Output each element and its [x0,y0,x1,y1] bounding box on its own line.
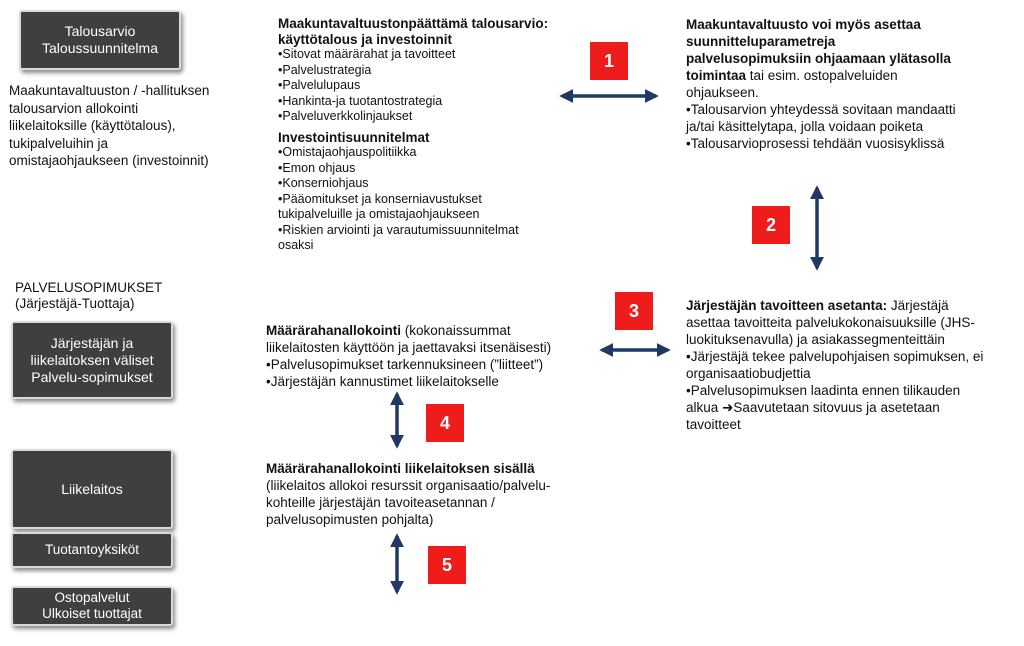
allocation-internal-line: kohteille järjestäjän tavoiteasetannan / [266,495,495,510]
council-params-bullet: • Talousarvion yhteydessä sovitaan mandaatti [686,101,1006,118]
investment-heading: Investointisuunnitelmat [278,129,430,145]
allocation-internal-heading: Määrärahanallokointi liikelaitoksen sisällä [266,461,535,476]
right-arrow-icon: ➜ [722,400,734,415]
target-setting-line: luokituksenavulla) ja asiakassegmenteittäin [686,332,945,347]
agreements-box-line3: Palvelu-sopimukset [31,368,153,385]
outsourced-box-line1: Ostopalvelut [54,590,130,605]
investment-item: • Riskien arviointi ja varautumissuunnitelmat [278,223,568,239]
council-params-heading-tail: tai esim. ostopalveluiden [746,68,898,83]
council-params-heading: toimintaa [686,68,747,83]
target-setting-bullet-cont: alkua [686,400,723,415]
target-setting-bullet: • Palvelusopimuksen laadinta ennen tilikauden [686,382,1011,399]
allocation-line: liikelaitoksille (käyttötalous), [9,118,176,133]
target-setting-bullet-cont: tavoitteet [686,417,741,432]
allocation-mid-line: liikelaitosten käyttöön ja jaettavaksi itsenäisesti) [266,340,552,355]
allocation-internal-line: (liikelaitos allokoi resurssit organisaatio/palvelu- [266,478,551,493]
investment-item: • Omistajaohjauspolitiikka [278,145,568,161]
agreements-box-line2: liikelaitoksen väliset [30,351,154,368]
council-params-heading: suunnitteluparametreja [686,34,836,49]
budget-decision-heading: käyttötalous ja investoinnit [278,31,453,47]
target-setting-heading: Järjestäjän tavoitteen asetanta: [686,298,888,313]
target-setting-bullet: • Järjestäjä tekee palvelupohjaisen sopimuksen, ei [686,348,1011,365]
budget-decision-heading: Maakuntavaltuustonpäättämä talousarvio: [278,16,549,31]
council-params-bullet: • Talousarvioprosessi tehdään vuosisyklissä [686,135,1006,152]
units-box-label: Tuotantoyksiköt [44,542,140,557]
allocation-line: omistajaohjaukseen (investoinnit) [9,153,209,168]
enterprise-box-label: Liikelaitos [61,480,123,497]
council-params-heading: Maakuntavaltuusto voi myös asettaa [686,17,921,32]
budget-item: • Hankinta-ja tuotantostrategia [278,94,568,110]
step-badge-4: 4 [426,404,464,442]
budget-box-line2: Taloussuunnitelma [42,40,158,56]
step-badge-5: 5 [428,546,466,584]
budget-item: • Palvelustrategia [278,63,568,79]
investment-item-cont: tukipalveluille ja omistajaohjaukseen [278,207,480,221]
budget-item: • Sitovat määrärahat ja tavoitteet [278,47,568,63]
target-setting-line: asettaa tavoitteita palvelukokonaisuuksille (JHS- [686,315,975,330]
agreements-box-line1: Järjestäjän ja [50,334,134,351]
investment-item: • Konserniohjaus [278,176,568,192]
allocation-mid-bullet: • Järjestäjän kannustimet liikelaitokselle [266,373,586,390]
allocation-line: talousarvion allokointi [9,100,139,116]
agreements-title: PALVELUSOPIMUKSET [15,280,163,295]
investment-item: • Emon ohjaus [278,161,568,177]
target-setting-bullet-cont: organisaatiobudjettia [686,366,811,381]
agreements-subtitle: (Järjestäjä-Tuottaja) [15,296,135,311]
allocation-line: Maakuntavaltuuston / -hallituksen [9,83,210,98]
council-params-line: ohjaukseen. [686,85,759,100]
outsourced-box-line2: Ulkoiset tuottajat [42,606,142,621]
budget-item: • Palvelulupaus [278,78,568,94]
allocation-mid-bullet: • Palvelusopimukset tarkennuksineen (”liitteet”) [266,356,586,373]
step-badge-2: 2 [752,206,790,244]
budget-box-line1: Talousarvio [64,23,136,39]
target-setting-line: Järjestäjä [887,298,949,313]
step-badge-3: 3 [615,292,653,330]
allocation-line: tukipalveluihin ja [9,135,109,151]
allocation-mid-heading: Määrärahanallokointi [266,323,402,338]
allocation-internal-line: palvelusopimusten pohjalta) [266,512,434,527]
budget-item: • Palveluverkkolinjaukset [278,109,568,125]
investment-item-cont: osaksi [278,238,314,252]
council-params-heading: palvelusopimuksiin ohjaamaan ylätasolla [686,51,951,66]
step-badge-1: 1 [590,42,628,80]
allocation-mid-heading-tail: (kokonaissummat [401,323,511,338]
investment-item: • Pääomitukset ja konserniavustukset [278,192,568,208]
target-setting-bullet-cont: Saavutetaan sitovuus ja asetetaan [733,400,940,415]
council-params-bullet-cont: ja/tai käsittelytapa, jolla voidaan poiketa [686,119,924,134]
